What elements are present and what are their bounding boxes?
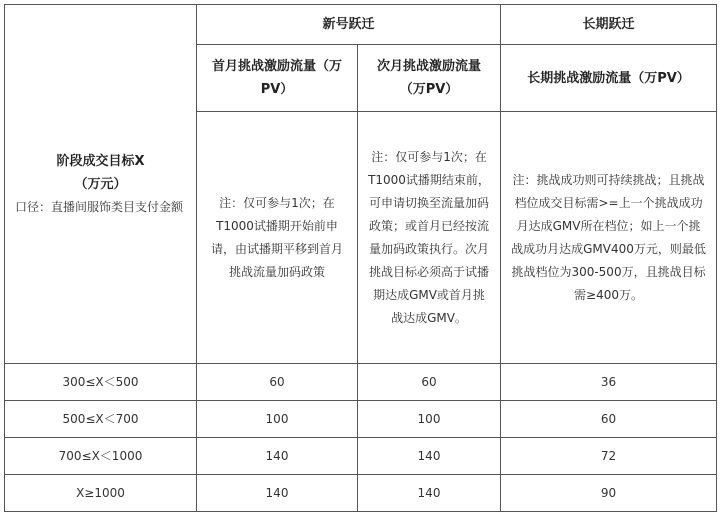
table-container — [4, 4, 717, 512]
first-month-value: 140 — [197, 438, 358, 475]
stage-scope: 口径：直播间服饰类目支付金额 — [15, 199, 184, 214]
long-term-value: 60 — [501, 401, 717, 438]
long-term-value: 90 — [501, 475, 717, 512]
incentive-table — [4, 4, 717, 512]
second-month-value: 100 — [358, 401, 501, 438]
range-cell: 500≤X＜700 — [5, 401, 197, 438]
table-row — [5, 475, 717, 512]
first-month-value: 100 — [197, 401, 358, 438]
stage-unit: （万元） — [74, 176, 127, 192]
group-long-term: 长期跃迁 — [501, 5, 717, 45]
table-row — [5, 364, 717, 401]
long-term-value: 36 — [501, 364, 717, 401]
table-row — [5, 438, 717, 475]
second-month-value: 60 — [358, 364, 501, 401]
note-first-month: 注：仅可参与1次；在T1000试播期开始前申请，由试播期平移到首月挑战流量加码政策 — [197, 112, 358, 364]
note-long-term: 注：挑战成功则可持续挑战；且挑战档位成交目标需>=上一个挑战成功月达成GMV所在档位；如上一个挑战成功月达成GMV400万元，则最低挑战档位为300-500万，且挑战目标需≥400万。 — [501, 112, 717, 364]
range-cell: 700≤X＜1000 — [5, 438, 197, 475]
subheader-second-month: 次月挑战激励流量（万PV） — [358, 45, 501, 112]
subheader-first-month: 首月挑战激励流量（万PV） — [197, 45, 358, 112]
long-term-value: 72 — [501, 438, 717, 475]
first-month-value: 60 — [197, 364, 358, 401]
table-row — [5, 401, 717, 438]
second-month-value: 140 — [358, 438, 501, 475]
group-new-account: 新号跃迁 — [197, 5, 501, 45]
first-month-value: 140 — [197, 475, 358, 512]
group-header-row — [5, 5, 717, 45]
subheader-long-term: 长期挑战激励流量（万PV） — [501, 45, 717, 112]
range-cell: 300≤X＜500 — [5, 364, 197, 401]
note-second-month: 注：仅可参与1次；在T1000试播期结束前，可申请切换至流量加码政策；或首月已经按流量加码政策执行。次月挑战目标必须高于试播期达成GMV或首月挑战达成GMV。 — [358, 112, 501, 364]
range-cell: X≥1000 — [5, 475, 197, 512]
second-month-value: 140 — [358, 475, 501, 512]
stage-title: 阶段成交目标X — [56, 153, 145, 169]
stage-header-cell — [5, 5, 197, 364]
